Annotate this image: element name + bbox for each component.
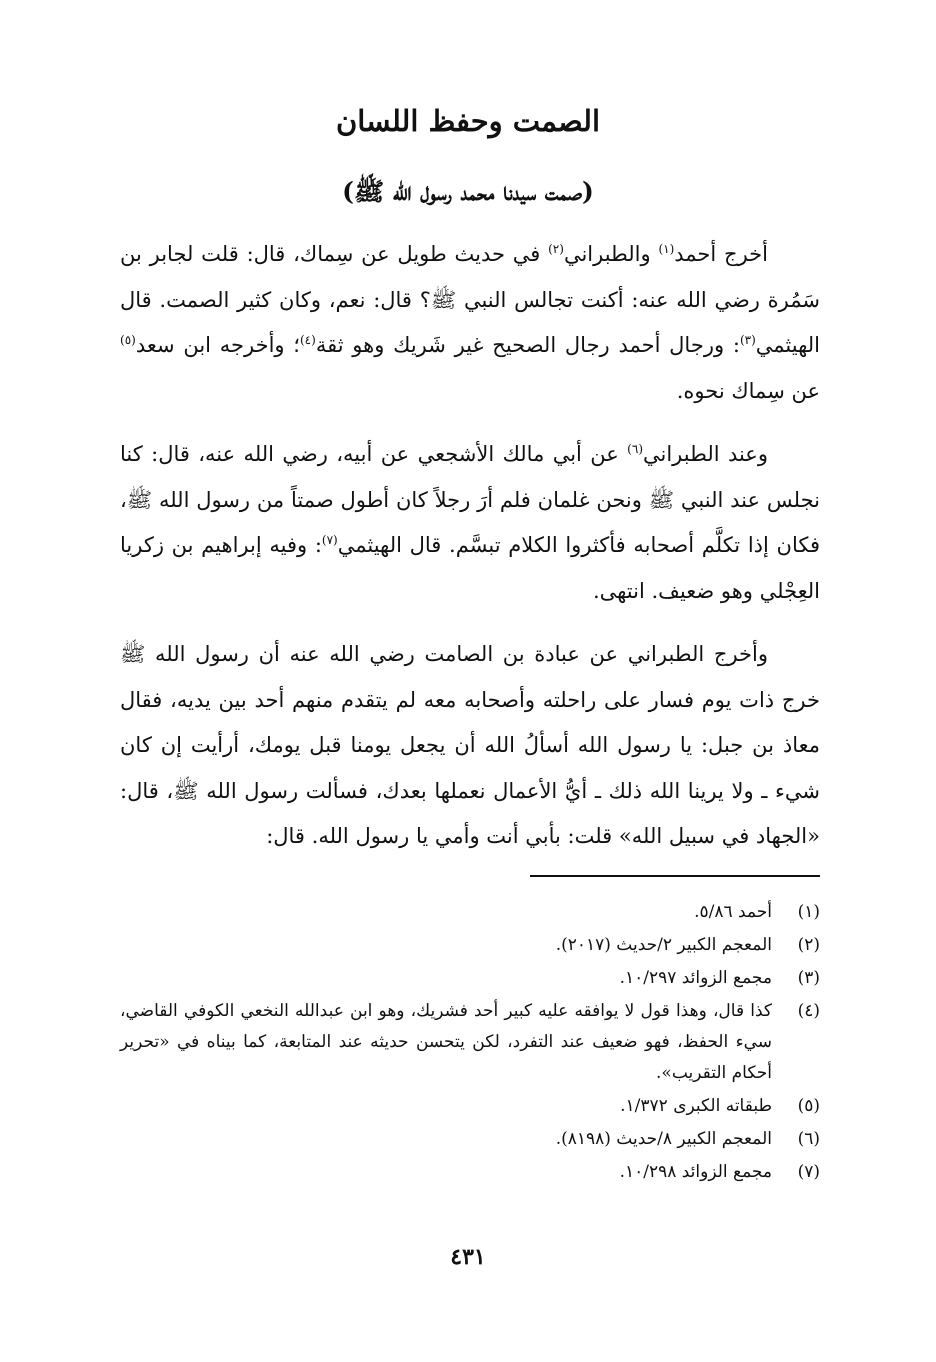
footnote-number: (٧)	[797, 1162, 820, 1182]
footnote	[120, 1091, 820, 1122]
paragraph-text: ؛ وأخرجه ابن سعد	[135, 333, 300, 357]
footnote-number: (١)	[797, 902, 820, 922]
paragraph-1	[120, 232, 820, 414]
footnote-text: أحمد ٥/٨٦.	[694, 902, 772, 922]
footnote-text: مجمع الزوائد ١٠/٢٩٧.	[619, 968, 772, 988]
main-text	[120, 232, 820, 878]
footnote-number: (٣)	[797, 968, 820, 988]
footnote-text: كذا قال، وهذا قول لا يوافقه عليه كبير أحد فشريك، وهو ابن عبدالله النخعي الكوفي القاضي، سيء الحفظ، فهو ضعيف عند التفرد، لكن يتحسن حديثه عند المتابعة، كما بيناه في «تحرير أحكام التقريب».	[120, 1001, 772, 1083]
footnote-reference: (٢)	[548, 242, 564, 256]
footnote	[120, 1157, 820, 1188]
footnote-text: المعجم الكبير ٨/حديث (٨١٩٨).	[555, 1129, 772, 1149]
chapter-title: الصمت وحفظ اللسان	[335, 104, 601, 138]
footnote	[120, 1124, 820, 1155]
paragraph-text: : وفيه إبراهيم بن زكريا العِجْلي وهو ضعيف. انتهى.	[120, 533, 820, 603]
footnote-divider	[530, 875, 820, 877]
footnote-reference: (٣)	[739, 333, 756, 347]
paragraph-3	[120, 632, 820, 860]
section-subtitle: (صمت سيدنا محمد رسول الله ﷺ)	[342, 177, 594, 206]
footnote	[120, 930, 820, 961]
footnote	[120, 897, 820, 928]
footnote-reference: (١)	[658, 242, 675, 256]
footnote-reference: (٧)	[321, 533, 338, 547]
paragraph-text: وأخرج الطبراني عن عبادة بن الصامت رضي الله عنه أن رسول الله ﷺ خرج ذات يوم فسار على راحلته وأصحابه معه لم يتقدم منهم أحد بين يديه، فقال معاذ بن جبل: يا رسول الله أسألُ الله أن يجعل يومنا قبل يومك، أرأيت إن كان شيء ـ ولا يرينا الله ذلك ـ أيُّ الأعمال نعملها بعدك، فسألت رسول الله ﷺ، قال: «الجهاد في سبيل الله» قلت: بأبي أنت وأمي يا رسول الله. قال:	[120, 642, 820, 848]
paragraph-text: والطبراني	[563, 242, 659, 266]
paragraph-text: وعند الطبراني	[643, 442, 768, 466]
footnotes-list	[120, 897, 820, 1190]
paragraph-text: في حديث طويل عن سِماك، قال: قلت لجابر بن سَمُرة رضي الله عنه: أكنت تجالس النبي ﷺ؟ قال: نعم، وكان كثير الصمت. قال الهيثمي	[120, 242, 820, 357]
footnote-text: مجمع الزوائد ١٠/٢٩٨.	[619, 1162, 772, 1182]
footnote-reference: (٥)	[120, 333, 136, 347]
paragraph-2	[120, 432, 820, 614]
footnote-text: المعجم الكبير ٢/حديث (٢٠١٧).	[555, 935, 772, 955]
footnote-reference: (٤)	[299, 333, 316, 347]
footnote-text: طبقاته الكبرى ١/٣٧٢.	[620, 1096, 772, 1116]
footnote-reference: (٦)	[627, 442, 643, 456]
page-number: ٤٣١	[450, 1244, 486, 1270]
footnote-number: (٢)	[797, 935, 820, 955]
paragraph-text: عن أبي مالك الأشجعي عن أبيه، رضي الله عنه، قال: كنا نجلس عند النبي ﷺ ونحن غلمان فلم أرَ رجلاً كان أطول صمتاً من رسول الله ﷺ، فكان إذا تكلَّم أصحابه فأكثروا الكلام تبسَّم. قال الهيثمي	[120, 442, 820, 557]
footnote-number: (٤)	[797, 1001, 820, 1021]
paragraph-text: أخرج أحمد	[674, 242, 768, 266]
footnote-number: (٦)	[797, 1129, 820, 1149]
paragraph-text: : ورجال أحمد رجال الصحيح غير شَريك وهو ثقة	[315, 333, 740, 357]
footnote	[120, 963, 820, 994]
footnote	[120, 996, 820, 1089]
footnote-number: (٥)	[797, 1096, 820, 1116]
paragraph-text: عن سِماك نحوه.	[676, 378, 820, 403]
